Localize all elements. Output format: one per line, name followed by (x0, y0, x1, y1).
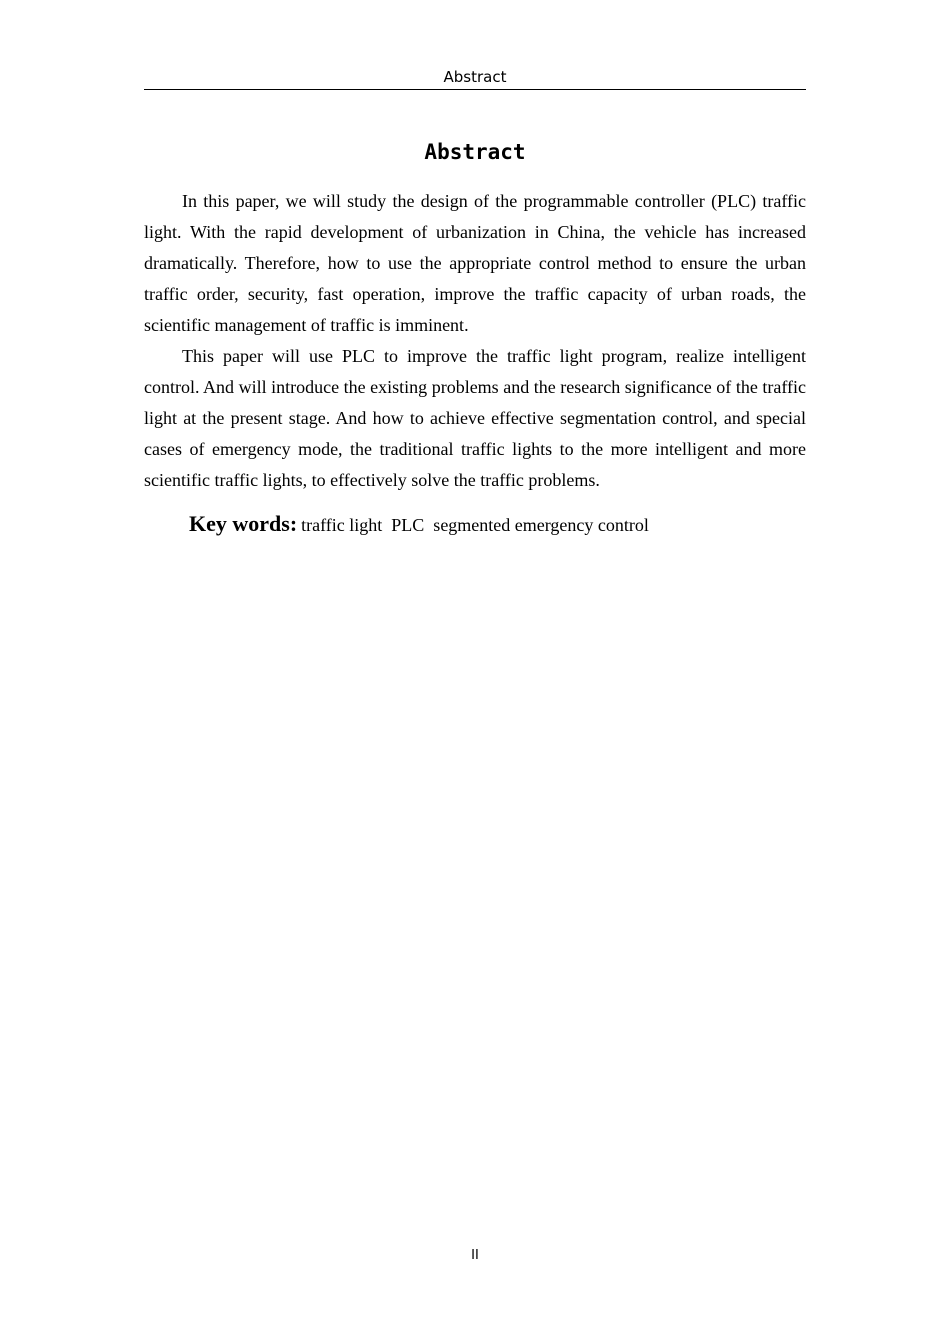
abstract-paragraph-2: This paper will use PLC to improve the traffic light program, realize intelligent control. And will introduce the existing problems and the research significance of the traffic light at the present stage. And how to achieve effective segmentation control, and special cases of emergency mode, the traditional traffic lights to the more intelligent and more scientific traffic lights, to effectively solve the traffic problems. (144, 346, 806, 490)
keywords-value: traffic light PLC segmented emergency control (301, 515, 649, 535)
keywords-line (189, 510, 806, 541)
abstract-paragraph-1: In this paper, we will study the design of the programmable controller (PLC) traffic light. With the rapid development of urbanization in China, the vehicle has increased dramatically. Therefore, how to use the appropriate control method to ensure the urban traffic order, security, fast operation, improve the traffic capacity of urban roads, the scientific management of traffic is imminent. (144, 191, 806, 335)
page-title: Abstract (424, 140, 526, 164)
page-number: II (471, 1248, 479, 1263)
abstract-body (144, 186, 806, 496)
keywords-label: Key words: (189, 511, 298, 536)
header-rule (144, 89, 806, 90)
running-header: Abstract (443, 68, 507, 86)
